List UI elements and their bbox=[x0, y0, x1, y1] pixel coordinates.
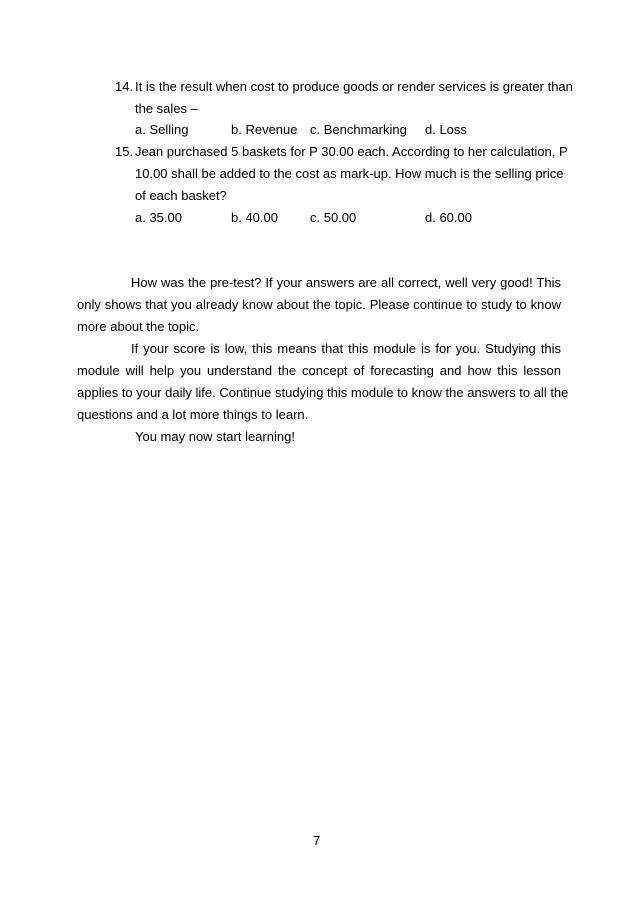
choice-d: d. Loss bbox=[425, 122, 467, 137]
paragraph-line: more about the topic. bbox=[77, 319, 200, 334]
question-number: 14. bbox=[115, 79, 134, 94]
paragraph-line: questions and a lot more things to learn. bbox=[77, 407, 309, 422]
paragraph-line: How was the pre-test? If your answers are all correct, well very good! This bbox=[131, 275, 561, 290]
question-text-line: the sales – bbox=[135, 101, 198, 116]
paragraph-line: only shows that you already know about the topic. Please continue to study to know bbox=[77, 297, 561, 312]
question-text-line: It is the result when cost to produce goods or render services is greater than bbox=[135, 79, 573, 94]
question-text-line: Jean purchased 5 baskets for P 30.00 each. According to her calculation, P bbox=[135, 144, 568, 159]
choice-a: a. 35.00 bbox=[135, 210, 182, 225]
choice-a: a. Selling bbox=[135, 122, 189, 137]
choice-b: b. Revenue bbox=[231, 122, 298, 137]
choice-b: b. 40.00 bbox=[231, 210, 278, 225]
question-number: 15. bbox=[115, 144, 134, 159]
page-number: 7 bbox=[313, 833, 321, 848]
paragraph-line: If your score is low, this means that this module is for you. Studying this bbox=[131, 341, 561, 356]
paragraph-line: applies to your daily life. Continue studying this module to know the answers to all the bbox=[77, 385, 569, 400]
question-text-line: 10.00 shall be added to the cost as mark-up. How much is the selling price bbox=[135, 166, 564, 181]
paragraph-line: You may now start learning! bbox=[135, 429, 295, 444]
choice-d: d. 60.00 bbox=[425, 210, 472, 225]
choice-c: c. Benchmarking bbox=[310, 122, 407, 137]
choice-c: c. 50.00 bbox=[310, 210, 357, 225]
paragraph-line: module will help you understand the concept of forecasting and how this lesson bbox=[77, 363, 561, 378]
question-text-line: of each basket? bbox=[135, 188, 227, 203]
